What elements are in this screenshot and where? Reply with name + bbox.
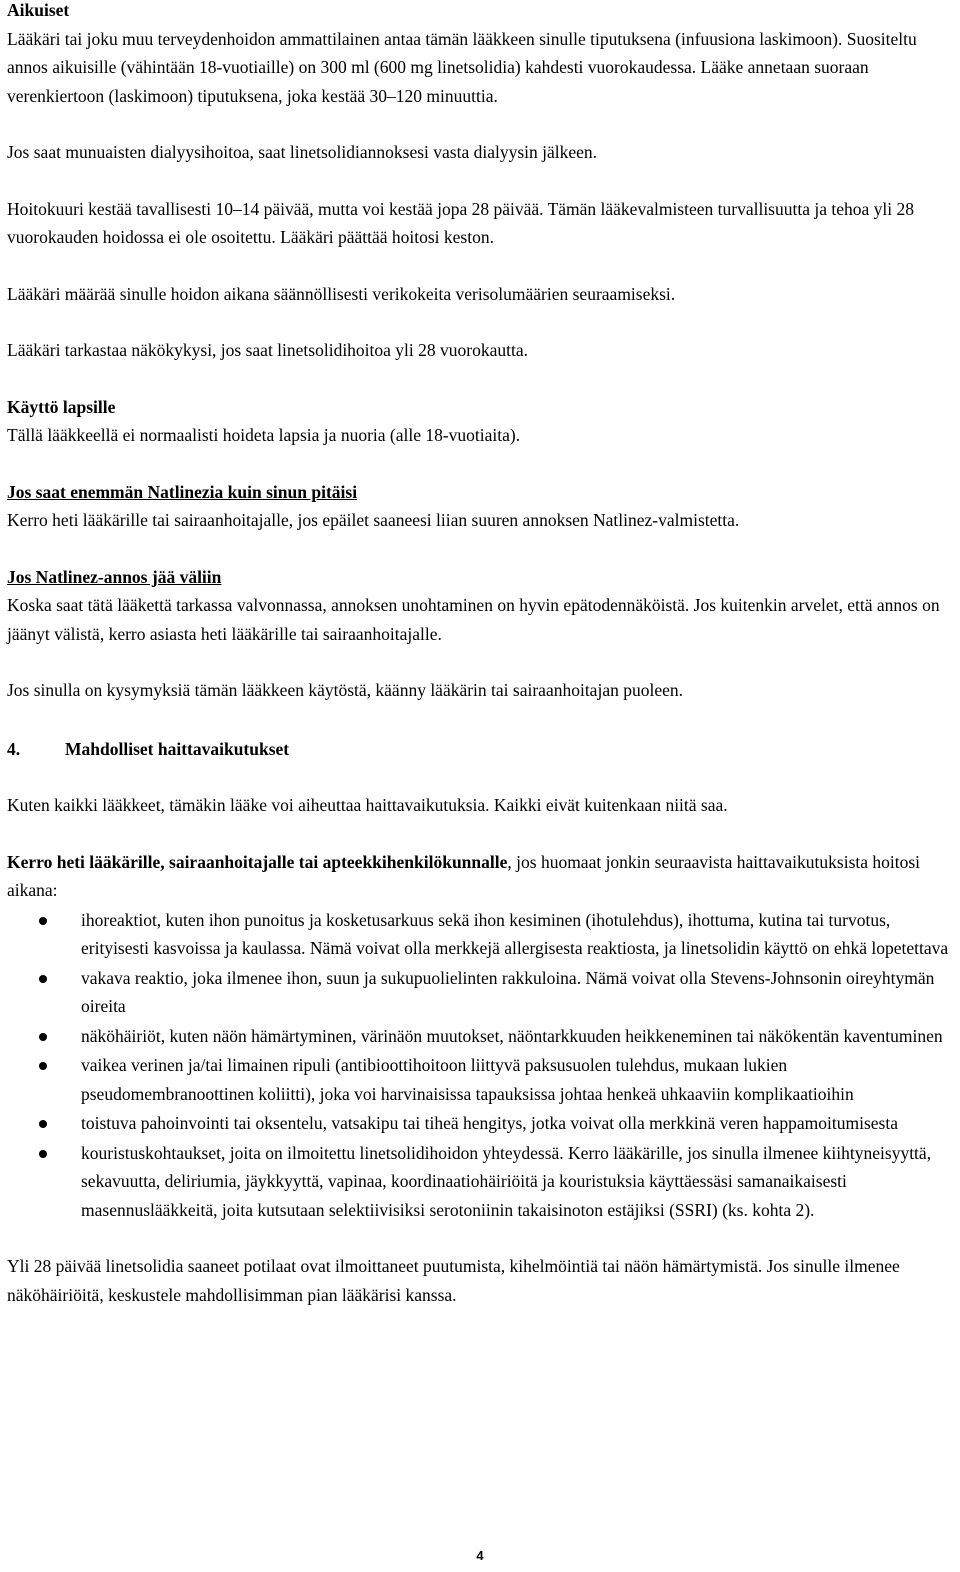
- list-item: [7, 1051, 957, 1108]
- children-paragraph: Tällä lääkkeellä ei normaalisti hoideta lapsia ja nuoria (alle 18-vuotiaita).: [7, 425, 521, 445]
- tell-doctor-bold: Kerro heti lääkärille, sairaanhoitajalle tai apteekkihenkilökunnalle: [7, 851, 508, 872]
- overdose-heading: Jos saat enemmän Natlinezia kuin sinun pitäisi: [7, 481, 358, 502]
- list-item: [7, 1109, 957, 1138]
- side-effects-intro: Kuten kaikki lääkkeet, tämäkin lääke voi aiheuttaa haittavaikutuksia. Kaikki eivät kuitenkaan niitä saa.: [7, 795, 728, 815]
- tell-doctor-rest: , jos huomaat jonkin seuraavista haittavaikutuksista hoitosi aikana:: [7, 851, 921, 900]
- bullet-icon: [39, 1120, 47, 1128]
- list-item: [7, 1022, 957, 1051]
- list-item-text: toistuva pahoinvointi tai oksentelu, vatsakipu tai tiheä hengitys, jotka voivat olla merkkinä veren happamoitumisesta: [81, 1113, 898, 1133]
- bullet-icon: [39, 917, 47, 925]
- numbness-paragraph: Yli 28 päivää linetsolidia saaneet potilaat ovat ilmoittaneet puutumista, kihelmöintiä tai näön hämärtymistä. Jos sinulle ilmenee näköhäiriöitä, keskustele mahdollisimman pian lääkärisi kanssa.: [7, 1256, 900, 1305]
- list-item-text: kouristuskohtaukset, joita on ilmoitettu linetsolidihoidon yhteydessä. Kerro lääkärille, jos sinulla ilmenee kiihtyneisyyttä, sekavuutta, deliriumia, jäykkyyttä, vapinaa, koordinaatiohäiriöitä ja kouristuksia käyttäessäsi samanaikaisesti masennuslääkkeitä, joita kutsutaan selektiivisiksi serotoniinin takaisinoton estäjiksi (SSRI) (ks. kohta 2).: [81, 1142, 932, 1220]
- overdose-paragraph: Kerro heti lääkärille tai sairaanhoitajalle, jos epäilet saaneesi liian suuren annoksen Natlinez-valmistetta.: [7, 510, 740, 530]
- tell-doctor-paragraph: [7, 848, 957, 905]
- questions-paragraph: Jos sinulla on kysymyksiä tämän lääkkeen käytöstä, käänny lääkärin tai sairaanhoitajan puoleen.: [7, 680, 683, 700]
- list-item: [7, 1139, 957, 1225]
- list-item-text: vaikea verinen ja/tai limainen ripuli (antibioottihoitoon liittyvä paksusuolen tulehdus, mukaan lukien pseudomembranoottinen koliitti), joka voi harvinaisissa tapauksissa johtaa henkeä uhkaaviin komplikaatioihin: [81, 1055, 854, 1104]
- missed-dose-paragraph: Koska saat tätä lääkettä tarkassa valvonnassa, annoksen unohtaminen on hyvin epätodennäköistä. Jos kuitenkin arvelet, että annos on jäänyt välistä, kerro asiasta heti lääkärille tai sairaanhoitajalle.: [7, 595, 940, 644]
- missed-dose-heading: Jos Natlinez-annos jää väliin: [7, 566, 222, 587]
- list-item-text: näköhäiriöt, kuten näön hämärtyminen, värinäön muutokset, näöntarkkuuden heikkeneminen tai näkökentän kaventuminen: [81, 1025, 943, 1046]
- section-title-text: Mahdolliset haittavaikutukset: [65, 738, 290, 759]
- list-item: [7, 906, 957, 963]
- dialysis-paragraph: Jos saat munuaisten dialyysihoitoa, saat linetsolidiannoksesi vasta dialyysin jälkeen.: [7, 142, 598, 162]
- leaflet-page: [7, 0, 957, 1309]
- list-item: [7, 964, 957, 1021]
- bullet-icon: [39, 1150, 47, 1158]
- duration-paragraph: Hoitokuuri kestää tavallisesti 10–14 päivää, mutta voi kestää jopa 28 päivää. Tämän lääkevalmisteen turvallisuutta ja tehoa yli 28 vuorokauden hoidossa ei ole osoitettu. Lääkäri päättää hoitosi keston.: [7, 198, 914, 247]
- page-number: 4: [476, 1548, 484, 1563]
- section-number: 4.: [7, 738, 21, 759]
- eyesight-paragraph: Lääkäri tarkastaa näkökykysi, jos saat linetsolidihoitoa yli 28 vuorokautta.: [7, 340, 528, 360]
- bullet-icon: [39, 975, 47, 983]
- adults-dose-paragraph: Lääkäri tai joku muu terveydenhoidon ammattilainen antaa tämän lääkkeen sinulle tiputuksena (infuusiona laskimoon). Suositeltu annos aikuisille (vähintään 18-vuotiaille) on 300 ml (600 mg linetsolidia) kahdesti vuorokaudessa. Lääke annetaan suoraan verenkiertoon (laskimoon) tiputuksena, joka kestää 30–120 minuuttia.: [7, 28, 917, 106]
- adults-heading: Aikuiset: [7, 0, 70, 20]
- children-heading: Käyttö lapsille: [7, 396, 116, 417]
- list-item-text: vakava reaktio, joka ilmenee ihon, suun ja sukupuolielinten rakkuloina. Nämä voivat olla Stevens-Johnsonin oireyhtymän oireita: [81, 967, 935, 1016]
- section-4-title: [7, 735, 957, 764]
- list-item-text: ihoreaktiot, kuten ihon punoitus ja kosketusarkuus sekä ihon kesiminen (ihotulehdus), ihottuma, kutina tai turvotus, erityisesti kasvoissa ja kaulassa. Nämä voivat olla merkkejä allergisesta reaktiosta, ja linetsolidin käyttö on ehkä lopetettava: [81, 909, 949, 958]
- bullet-icon: [39, 1062, 47, 1070]
- side-effects-list: [7, 906, 957, 1225]
- bullet-icon: [39, 1033, 47, 1041]
- blood-tests-paragraph: Lääkäri määrää sinulle hoidon aikana säännöllisesti verikokeita verisolumäärien seuraamiseksi.: [7, 283, 676, 304]
